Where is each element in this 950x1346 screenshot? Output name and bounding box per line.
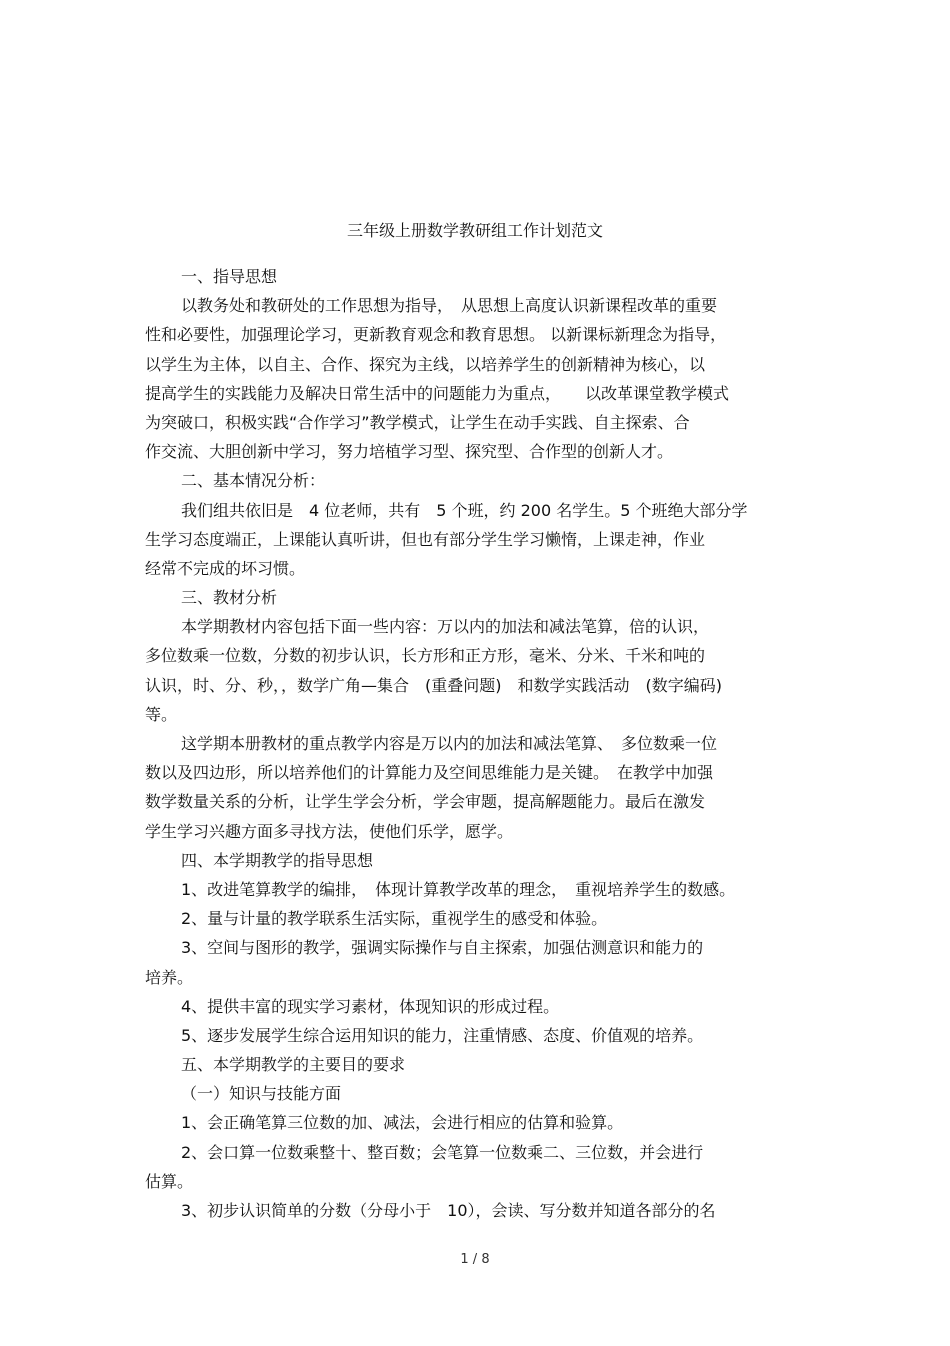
paragraph-line: 以学生为主体，以自主、合作、探究为主线，以培养学生的创新精神为核心，以 xyxy=(145,354,706,374)
paragraph-line: 多位数乘一位数，分数的初步认识，长方形和正方形，毫米、分米、千米和吨的 xyxy=(145,646,706,666)
paragraph-line: 性和必要性，加强理论学习，更新教育观念和教育思想。 以新课标新理念为指导， xyxy=(145,325,727,345)
paragraph-line: 等。 xyxy=(145,704,178,724)
document-title: 三年级上册数学教研组工作计划范文 xyxy=(346,221,603,240)
list-item: 4、提供丰富的现实学习素材，体现知识的形成过程。 xyxy=(181,996,560,1016)
paragraph-line: 数学数量关系的分析，让学生学会分析，学会审题，提高解题能力。最后在激发 xyxy=(145,792,706,812)
paragraph-line: 认识，时、分、秒，，数学广角—集合 (重叠问题) 和数学实践活动 (数字编码) xyxy=(145,675,722,695)
list-item: 3、空间与图形的教学，强调实际操作与自主探索，加强估测意识和能力的 xyxy=(181,938,704,958)
paragraph-line: 我们组共依旧是 4 位老师，共有 5 个班，约 200 名学生。5 个班绝大部分学 xyxy=(181,500,748,520)
heading-guiding-thought: 一、指导思想 xyxy=(181,267,278,286)
heading-teaching-guidance: 四、本学期教学的指导思想 xyxy=(181,850,374,870)
list-item: 2、会口算一位数乘整十、整百数；会笔算一位数乘二、三位数，并会进行 xyxy=(181,1142,704,1162)
list-item: 2、量与计量的教学联系生活实际，重视学生的感受和体验。 xyxy=(181,909,608,929)
list-item: 1、改进笔算教学的编排， 体现计算教学改革的理念， 重视培养学生的数感。 xyxy=(181,879,736,899)
list-item: 3、初步认识简单的分数（分母小于 10），会读、写分数并知道各部分的名 xyxy=(181,1201,716,1220)
paragraph-line: 学生学习兴趣方面多寻找方法，使他们乐学，愿学。 xyxy=(145,821,514,841)
paragraph-line: 这学期本册教材的重点教学内容是万以内的加法和减法笔算、 多位数乘一位 xyxy=(181,734,718,753)
paragraph-line: 经常不完成的坏习惯。 xyxy=(145,558,306,578)
heading-teaching-goals: 五、本学期教学的主要目的要求 xyxy=(181,1055,406,1075)
list-item-continuation: 培养。 xyxy=(145,967,194,987)
paragraph-line: 提高学生的实践能力及解决日常生活中的问题能力为重点， 以改革课堂教学模式 xyxy=(145,383,730,403)
paragraph-line: 作交流、大胆创新中学习，努力培植学习型、探究型、合作型的创新人才。 xyxy=(145,442,674,462)
page-number: 1 / 8 xyxy=(460,1252,490,1267)
list-item-continuation: 估算。 xyxy=(145,1171,194,1191)
paragraph-line: 以教务处和教研处的工作思想为指导， 从思想上高度认识新课程改革的重要 xyxy=(181,296,718,316)
paragraph-line: 数以及四边形，所以培养他们的计算能力及空间思维能力是关键。 在教学中加强 xyxy=(145,763,714,783)
list-item: 5、逐步发展学生综合运用知识的能力，注重情感、态度、价值观的培养。 xyxy=(181,1025,704,1045)
heading-textbook-analysis: 三、教材分析 xyxy=(181,588,278,608)
list-item: 1、会正确笔算三位数的加、减法，会进行相应的估算和验算。 xyxy=(181,1113,624,1133)
paragraph-line: 为突破口，积极实践“合作学习”教学模式，让学生在动手实践、自主探索、合 xyxy=(145,412,690,432)
paragraph-line: 生学习态度端正，上课能认真听讲，但也有部分学生学习懒惰，上课走神，作业 xyxy=(145,529,706,549)
paragraph-line: 本学期教材内容包括下面一些内容：万以内的加法和减法笔算，倍的认识， xyxy=(181,617,710,637)
heading-situation-analysis: 二、基本情况分析： xyxy=(181,471,326,491)
document-body xyxy=(145,262,805,1225)
subheading-knowledge-skills: （一）知识与技能方面 xyxy=(181,1084,342,1104)
